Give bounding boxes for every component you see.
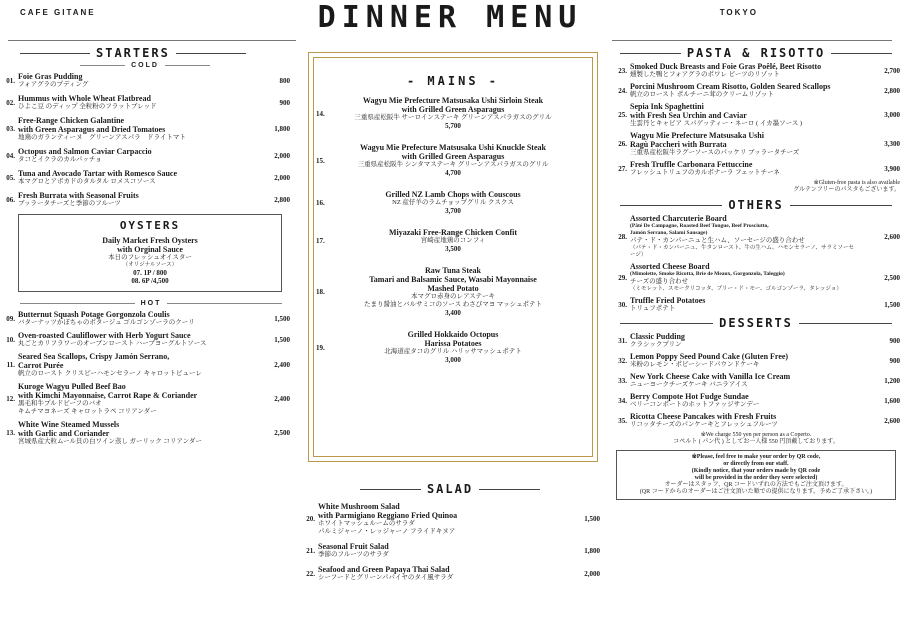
item-text	[18, 94, 248, 111]
item-name: with Kimchi Mayonnaise, Carrot Rape & Coriander	[18, 391, 198, 400]
item-text	[332, 96, 574, 131]
salad-title: SALAD	[426, 482, 474, 496]
item-name-jp: 丸ごとカリフラワーのオーブンロースト ハーブヨーグルトソース	[18, 340, 207, 347]
item-text	[318, 565, 558, 582]
item-name: Seared Sea Scallops, Crispy Jamón Serrano,	[18, 352, 170, 361]
item-name: Grilled NZ Lamb Chops with Couscous	[385, 190, 521, 199]
item-number: 05.	[6, 173, 15, 182]
item-price: 800	[279, 76, 290, 85]
item-name: Fresh Burrata with Seasonal Fruits	[18, 191, 139, 200]
item-name: Seasonal Fruit Salad	[318, 542, 389, 551]
item-name-jp: 三重県産松阪牛 シンタマステーキ グリーンアスパラガスのグリル	[357, 161, 549, 168]
item-text	[630, 332, 858, 349]
item-price: 1,500	[274, 314, 290, 323]
item-name: New York Cheese Cake with Vanilla Ice Cream	[630, 372, 791, 381]
item-name: Hummus with Whole Wheat Flatbread	[18, 94, 151, 103]
item-text	[18, 72, 248, 89]
item-price: 900	[889, 356, 900, 365]
item-name: Fresh Truffle Carbonara Fettuccine	[630, 160, 753, 169]
item-name-jp: ブッラータチーズと季節のフルーツ	[18, 200, 121, 207]
item-name: Miyazaki Free-Range Chicken Confit	[388, 228, 518, 237]
item-name: Seafood and Green Papaya Thai Salad	[318, 565, 450, 574]
item-price: 1,500	[884, 300, 900, 309]
main-item	[314, 143, 592, 178]
item-number: 03.	[6, 125, 15, 133]
item-name: with Grilled Green Asparagus	[401, 105, 505, 114]
item-name-jp-extra: （パテ・ド・カンパーニュ、牛タンロースト、牛の生ハム、ハモンセラーノ、サラミソーセージ）	[630, 245, 854, 258]
item-name-jp: シーフードとグリーンパパイヤのタイ風サラダ	[318, 574, 454, 581]
item-name-jp: 三重県産松阪牛 サーロインステーキ グリーンアスパラガスのグリル	[354, 114, 552, 121]
qr-note-line: オーダーはスタッフ、QR コードいずれの方法でもご注文頂けます。	[664, 482, 848, 488]
starters-header	[0, 46, 290, 60]
item-price: 3,400	[445, 309, 461, 317]
item-name-jp: 本マグロとアボカドのタルタル ロメスコソース	[18, 178, 156, 185]
item-text	[630, 352, 858, 369]
gluten-free-note	[612, 180, 900, 194]
hot-list	[0, 310, 290, 446]
item-number: 09.	[6, 314, 15, 323]
right-column	[612, 44, 900, 500]
item-number: 02.	[6, 98, 15, 107]
item-name-jp: 本マグロ赤身のレアステーキ	[410, 293, 496, 300]
item-name: Porcini Mushroom Cream Risotto, Golden Seared Scallops	[630, 82, 831, 91]
item-price: 2,800	[884, 86, 900, 95]
desserts-header	[612, 316, 900, 330]
menu-item	[0, 331, 290, 348]
others-title: OTHERS	[728, 198, 784, 212]
gluten-free-note-en: ※Gluten-free pasta is also available	[813, 180, 900, 186]
item-number: 30.	[618, 300, 627, 309]
item-text	[630, 262, 858, 293]
restaurant-name: CAFE GITANE	[20, 8, 96, 17]
desserts-title: DESSERTS	[719, 316, 793, 330]
item-name: White Wine Steamed Mussels	[18, 420, 120, 429]
item-number: 29.	[618, 273, 627, 282]
item-price: 2,500	[274, 429, 290, 437]
top-rule-left	[8, 40, 296, 41]
item-text	[18, 169, 248, 186]
top-rule-right	[612, 40, 892, 41]
mains-frame	[308, 52, 598, 462]
item-number: 22.	[306, 569, 315, 578]
item-number: 19.	[316, 343, 325, 352]
item-text	[630, 102, 858, 128]
item-name-jp: 生雲丹とキャビア スパゲッティー・ネーロ ( イカ墨ソース )	[630, 120, 803, 127]
item-text	[18, 147, 248, 164]
qr-note-line: ※Please, feel free to make your order by QR code,	[691, 454, 821, 460]
item-name: Wagyu Mie Prefecture Matsusaka Ushi Knuckle Steak	[360, 143, 546, 152]
item-name-jp: チーズの盛り合わせ	[630, 278, 689, 285]
item-name: with Green Asparagus and Dried Tomatoes	[18, 125, 166, 134]
item-name-jp: タコとイクラのカルパッチョ	[18, 156, 102, 163]
menu-item	[0, 191, 290, 208]
item-number: 04.	[6, 151, 15, 160]
mains-title: - MAINS -	[406, 74, 500, 88]
item-name-jp: 帆立のロースト クリスピーハモンセラーノ キャロットピューレ	[18, 370, 202, 377]
main-item	[314, 96, 592, 131]
item-price: 1,500	[274, 335, 290, 344]
coperto-note-jp: コペルト ( パン代 ) としてお一人様 550 円頂戴しております。	[673, 439, 839, 445]
item-price: 1,500	[584, 515, 600, 523]
item-text	[332, 330, 574, 365]
oysters-box	[18, 214, 282, 292]
oysters-jp: 本日のフレッシュオイスター	[108, 254, 192, 261]
item-price: 2,400	[274, 395, 290, 403]
item-number: 16.	[316, 199, 325, 207]
item-number: 01.	[6, 76, 15, 85]
item-name-jp: 北海道産タコのグリル ハリッサマッシュポテト	[384, 348, 522, 355]
item-text	[18, 310, 248, 327]
item-number: 18.	[316, 288, 325, 296]
item-number: 20.	[306, 515, 315, 523]
item-price: 2,000	[584, 569, 600, 578]
item-price: 2,800	[274, 195, 290, 204]
qr-note-line: will be provided in the order they were selected)	[694, 475, 818, 481]
item-text	[332, 228, 574, 254]
qr-note-line: (QR コードからのオーダーはご注文頂いた順での提供になります。予めご了承下さい。)	[639, 489, 873, 495]
item-name-jp: リコッタチーズのパンケーキとフレッシュフルーツ	[630, 421, 778, 428]
location-label: TOKYO	[719, 8, 758, 17]
cold-header	[0, 62, 290, 69]
main-item	[314, 330, 592, 365]
item-name: Butternut Squash Potage Gorgonzola Coulis	[18, 310, 170, 319]
item-name: Ragù Paccheri with Burrata	[630, 140, 727, 149]
item-details: (Mimolette, Smoke Ricotta, Brie de Meaux, Gorgonzola, Taleggio)	[630, 271, 785, 277]
item-name-jp: 黒毛和牛プルドビーフのバオ	[18, 400, 102, 407]
menu-item	[0, 420, 290, 446]
item-name-jp-extra: （ミモレット、スモークリコッタ、ブリー・ド・モー、ゴルゴンゾーラ、タレッジョ）	[630, 286, 842, 292]
item-text	[630, 296, 858, 313]
item-name-jp: クラシックプリン	[630, 341, 682, 348]
mains-list	[314, 96, 592, 365]
main-item	[314, 190, 592, 216]
salad-section	[300, 480, 600, 588]
item-name-jp: 季節のフルーツのサラダ	[318, 551, 389, 558]
item-name: Oven-roasted Cauliflower with Herb Yogurt Sauce	[18, 331, 191, 340]
menu-item	[612, 352, 900, 369]
menu-item	[300, 565, 600, 582]
item-name: Berry Compote Hot Fudge Sundae	[630, 392, 749, 401]
item-text	[18, 420, 248, 446]
item-number: 24.	[618, 86, 627, 95]
item-name-jp-extra: たまり醤油とバルサミコのソース わさびマヨ マッシュポテト	[364, 301, 542, 308]
pasta-list	[612, 62, 900, 177]
item-text	[630, 412, 858, 429]
item-name-jp: ニューヨークチーズケーキ バニラアイス	[630, 381, 748, 388]
item-name-jp: トリュフポテト	[630, 305, 676, 312]
menu-item	[0, 72, 290, 89]
item-name-jp: 宮崎産地鶏のコンフィ	[420, 237, 486, 244]
salad-header	[300, 482, 600, 496]
item-number: 12.	[6, 395, 15, 403]
menu-item	[612, 62, 900, 79]
item-number: 10.	[6, 335, 15, 344]
item-number: 21.	[306, 546, 315, 555]
item-number: 32.	[618, 356, 627, 365]
item-price: 1,200	[884, 376, 900, 385]
item-price: 5,700	[445, 122, 461, 130]
pasta-header	[612, 46, 900, 60]
item-price: 1,600	[884, 396, 900, 405]
menu-item	[0, 169, 290, 186]
oysters-name: Daily Market Fresh Oysters	[102, 236, 198, 245]
item-name-jp: NZ 産仔羊のラムチョップグリル クスクス	[392, 199, 514, 206]
item-name: Smoked Duck Breasts and Foie Gras Poêlé, Beet Risotto	[630, 62, 822, 71]
menu-item	[0, 116, 290, 142]
item-name: Foie Gras Pudding	[18, 72, 83, 81]
item-name: Harissa Potatoes	[424, 339, 482, 348]
item-number: 26.	[618, 140, 627, 148]
oysters-option-6: 08. 6P /4,500	[131, 277, 169, 285]
item-name: with Grilled Green Asparagus	[401, 152, 505, 161]
item-name-jp: バターナッツかぼちゃのポタージュ ゴルゴンゾーラのクーリ	[18, 319, 195, 326]
menu-item	[612, 160, 900, 177]
qr-order-note	[616, 450, 896, 500]
menu-item	[300, 502, 600, 536]
item-price: 3,000	[445, 356, 461, 364]
item-price: 3,000	[884, 111, 900, 119]
item-price: 2,600	[884, 232, 900, 241]
item-text	[332, 143, 574, 178]
mains-inner-frame	[313, 57, 593, 457]
item-price: 900	[889, 336, 900, 345]
main-item	[314, 228, 592, 254]
item-text	[18, 382, 248, 416]
menu-item	[612, 296, 900, 313]
item-name-jp: ホワイトマッシュルームのサラダ	[318, 520, 415, 527]
item-price: 3,500	[445, 245, 461, 253]
item-details: (Pâté De Campagne, Roasted Beef Tongue, Beef Prosciutto,	[630, 223, 769, 229]
item-number: 17.	[316, 237, 325, 245]
item-number: 31.	[618, 336, 627, 345]
item-name-jp: ひよこ豆 のディップ 全粒粉のフラットブレッド	[18, 103, 157, 110]
others-header	[612, 198, 900, 212]
others-list	[612, 214, 900, 313]
item-price: 2,700	[884, 66, 900, 75]
item-number: 34.	[618, 396, 627, 405]
starters-title: STARTERS	[96, 46, 170, 60]
item-name-jp: ベリーコンポートのホットファッジサンデー	[630, 401, 760, 408]
item-price: 3,300	[884, 140, 900, 148]
item-name: Free-Range Chicken Galantine	[18, 116, 125, 125]
coperto-note	[612, 432, 900, 446]
item-number: 15.	[316, 156, 325, 165]
menu-item	[0, 382, 290, 416]
item-name: Kuroge Wagyu Pulled Beef Bao	[18, 382, 126, 391]
item-price: 4,700	[445, 169, 461, 177]
item-price: 2,000	[274, 173, 290, 182]
item-name-jp: 地鶏のガランティーヌ グリーンアスパラ ドライトマト	[18, 134, 186, 141]
item-name-jp: 帆立のロースト ポルチーニ茸のクリームリゾット	[630, 91, 774, 98]
item-price: 2,000	[274, 151, 290, 160]
item-name: Ricotta Cheese Pancakes with Fresh Fruits	[630, 412, 777, 421]
menu-item	[612, 131, 900, 157]
item-name: Truffle Fried Potatoes	[630, 296, 706, 305]
item-name-jp: 三重県産松阪牛ラグーソースのパッケリ ブッラータチーズ	[630, 149, 800, 156]
item-name: Raw Tuna Steak	[424, 266, 482, 275]
menu-item	[612, 82, 900, 99]
item-price: 2,400	[274, 361, 290, 369]
item-name: White Mushroom Salad	[318, 502, 400, 511]
item-name: Octopus and Salmon Caviar Carpaccio	[18, 147, 152, 156]
item-name-jp: 燻製した鴨とフォアグラのポワレ ビーツのリゾット	[630, 71, 780, 78]
item-text	[18, 331, 248, 348]
item-price: 3,900	[884, 164, 900, 173]
menu-item	[300, 542, 600, 559]
item-price: 2,500	[884, 273, 900, 282]
item-name-jp-extra: パルミジャーノ・レッジャーノ フライドキヌア	[318, 528, 456, 535]
item-text	[318, 542, 558, 559]
oysters-option-1: 07. 1P / 800	[133, 269, 167, 277]
cold-label: COLD	[131, 62, 159, 69]
item-details: Jamón Serrano, Salami Sausage)	[630, 230, 708, 236]
item-text	[630, 62, 858, 79]
item-number: 27.	[618, 164, 627, 173]
hot-header	[0, 300, 290, 307]
item-text	[332, 190, 574, 216]
menu-item	[0, 94, 290, 111]
page-title: DINNER MENU	[317, 0, 583, 35]
item-price: 1,800	[274, 125, 290, 133]
item-text	[18, 191, 248, 208]
item-number: 13.	[6, 429, 15, 437]
item-text	[630, 82, 858, 99]
item-number: 28.	[618, 232, 627, 241]
item-name-jp: パテ・ド・カンパーニュと生ハム、ソーセージの盛り合わせ	[630, 237, 805, 244]
item-name: Mashed Potato	[427, 284, 479, 293]
item-name: Lemon Poppy Seed Pound Cake (Gluten Free)	[630, 352, 789, 361]
item-name: with Garlic and Coriander	[18, 429, 110, 438]
cold-list	[0, 72, 290, 208]
coperto-note-en: ※We charge 550 yen per person as a Coperto.	[700, 432, 812, 438]
menu-item	[612, 102, 900, 128]
qr-note-line: (Kindly notice, that your orders made by QR code	[691, 468, 821, 474]
item-text	[332, 266, 574, 318]
item-number: 33.	[618, 376, 627, 385]
item-name: Assorted Charcuterie Board	[630, 214, 727, 223]
item-number: 11.	[6, 361, 15, 369]
menu-item	[0, 310, 290, 327]
menu-item	[0, 352, 290, 378]
oysters-title: OYSTERS	[119, 219, 181, 232]
item-name: Tuna and Avocado Tartar with Romesco Sauce	[18, 169, 177, 178]
menu-item	[612, 372, 900, 389]
item-name-jp: フォアグラのプディング	[18, 81, 89, 88]
oysters-sauce: with Orginal Sauce	[117, 245, 183, 254]
menu-item	[612, 392, 900, 409]
starters-column	[0, 44, 290, 450]
menu-item	[0, 147, 290, 164]
item-price: 1,800	[584, 546, 600, 555]
item-name: with Fresh Sea Urchin and Caviar	[630, 111, 747, 120]
item-name: Classic Pudding	[630, 332, 685, 341]
item-name: Carrot Purée	[18, 361, 64, 370]
item-name: Wagyu Mie Prefecture Matsusaka Ushi Sirloin Steak	[362, 96, 544, 105]
qr-note-line: or directly from our staff.	[723, 461, 789, 467]
menu-item	[612, 262, 900, 293]
item-price: 3,700	[445, 207, 461, 215]
item-text	[630, 392, 858, 409]
item-number: 06.	[6, 195, 15, 204]
menu-item	[612, 412, 900, 429]
item-number: 35.	[618, 416, 627, 425]
item-name-jp: フレッシュトリュフのカルボナーラ フェットチーネ	[630, 169, 780, 176]
item-text	[318, 502, 558, 536]
desserts-list	[612, 332, 900, 429]
item-text	[630, 131, 858, 157]
item-number: 23.	[618, 66, 627, 75]
item-text	[18, 352, 248, 378]
item-name: Tamari and Balsamic Sauce, Wasabi Mayonnaise	[369, 275, 537, 284]
pasta-title: PASTA & RISOTTO	[686, 46, 826, 60]
item-name: Assorted Cheese Board	[630, 262, 710, 271]
item-name-jp: 米粉のレモン・ポピーシードパウンドケーキ	[630, 361, 760, 368]
oysters-jp-sauce: （オリジナルソース）	[122, 262, 178, 268]
item-price: 2,600	[884, 416, 900, 425]
item-name: with Parmigiano Reggiano Fried Quinoa	[318, 511, 458, 520]
item-text	[630, 214, 858, 259]
menu-item	[612, 214, 900, 259]
item-text	[630, 160, 858, 177]
gluten-free-note-jp: グルテンフリーのパスタもございます。	[793, 187, 900, 193]
item-text	[630, 372, 858, 389]
item-number: 14.	[316, 109, 325, 118]
hot-label: HOT	[140, 300, 162, 307]
item-name: Wagyu Mie Prefecture Matsusaka Ushi	[630, 131, 764, 140]
item-name-jp-extra: キムチマヨネーズ キャロットラペ コリアンダー	[18, 408, 157, 415]
salad-list	[300, 502, 600, 582]
item-price: 900	[279, 98, 290, 107]
item-number: 25.	[618, 111, 627, 119]
item-name: Sepia Ink Spaghettini	[630, 102, 704, 111]
item-name: Grilled Hokkaido Octopus	[407, 330, 499, 339]
menu-item	[612, 332, 900, 349]
main-item	[314, 266, 592, 318]
item-text	[18, 116, 248, 142]
item-name-jp: 宮城県産大粒ムール貝の白ワイン蒸し ガーリック コリアンダー	[18, 438, 202, 445]
